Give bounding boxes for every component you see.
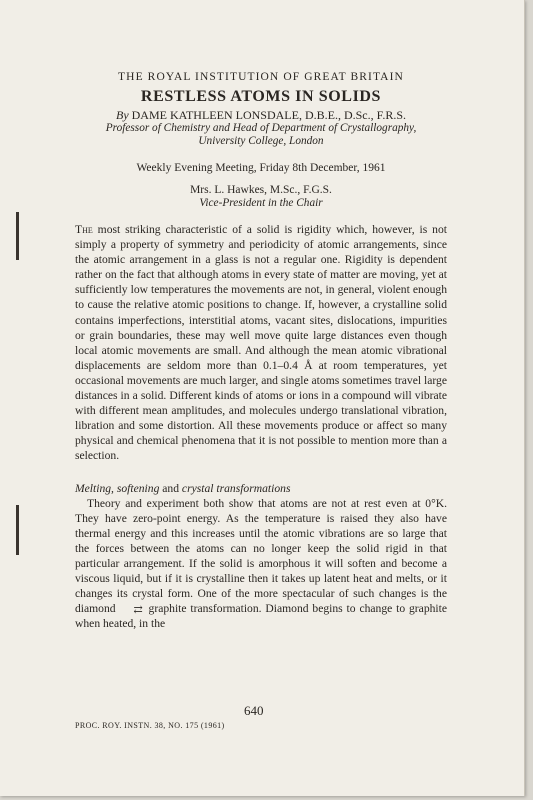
margin-mark [16, 505, 19, 555]
author-affiliation-1: Professor of Chemistry and Head of Department of Crystallography, [105, 122, 417, 134]
author-name: DAME KATHLEEN LONSDALE, D.B.E., D.Sc., F.R.S. [131, 108, 407, 122]
author-line [75, 108, 447, 122]
margin-mark [16, 212, 19, 260]
paragraph-melting-text-a: Theory and experiment both show that atoms are not at rest even at 0°K. They have zero-point energy. As the temperature is raised they also have thermal energy and this increases until the atomic vibrations are so large that the forces between the atoms can no longer keep the solid rigid in that particular arrangement. If the solid is amorphous it will soften and become a viscous liquid, but if it is crystalline then it takes up latent heat and melts, or it changes its crystal form. One of the more spectacular of such changes is the diamond [75, 496, 447, 616]
author-affiliation-2: University College, London [198, 135, 324, 147]
section-heading-part1: Melting, softening [75, 481, 160, 495]
equilibrium-arrows-icon: ⇄ [133, 603, 143, 616]
paragraph-intro [75, 222, 447, 464]
paragraph-lead: The [75, 223, 93, 236]
section-heading-part2: crystal transformations [181, 481, 291, 495]
article-title: RESTLESS ATOMS IN SOLIDS [140, 88, 382, 105]
article-content [75, 70, 447, 631]
citation-footer: PROC. ROY. INSTN. 38, NO. 175 (1961) [75, 721, 225, 730]
institution-name: THE ROYAL INSTITUTION OF GREAT BRITAIN [118, 71, 404, 83]
section-heading [75, 481, 447, 496]
chair-role: Vice-President in the Chair [199, 197, 323, 209]
paragraph-melting-text-b: graphite transformation. Diamond begins to change to graphite when heated, in the [75, 602, 447, 631]
paragraph-melting [75, 496, 447, 632]
meeting-info: Weekly Evening Meeting, Friday 8th December, 1961 [136, 162, 386, 174]
chair-name: Mrs. L. Hawkes, M.Sc., F.G.S. [190, 184, 332, 196]
paragraph-intro-text: most striking characteristic of a solid is rigidity which, however, is not simply a property of symmetry and periodicity of atomic arrangements, since the atomic arrangement in a glass is not a regular one. Rigidity is dependent rather on the fact that although atoms in every state of matter are moving, yet at sufficiently low temperatures the movements are not, in general, violent enough to cause the relative atomic positions to change. If, however, a crystalline solid contains imperfections, interstitial atoms, vacant sites, dislocations, impurities or grain boundaries, these may well move quite large distances even though local atomic movements are small. And although the mean atomic vibrational displacements are seldom more than 0.1–0.4 Å at room temperatures, yet occasional movements are much larger, and single atoms sometimes travel large distances in a solid. Different kinds of atoms or ions in a compound will vibrate with different mean amplitudes, and molecules undergo translational vibration, libration and some distortion. All these movements produce or affect so many physical and chemical phenomena that it is not possible to mention more than a selection. [75, 223, 447, 463]
page-number: 640 [244, 703, 264, 718]
by-label: By [115, 108, 129, 122]
section-heading-and: and [159, 481, 182, 495]
